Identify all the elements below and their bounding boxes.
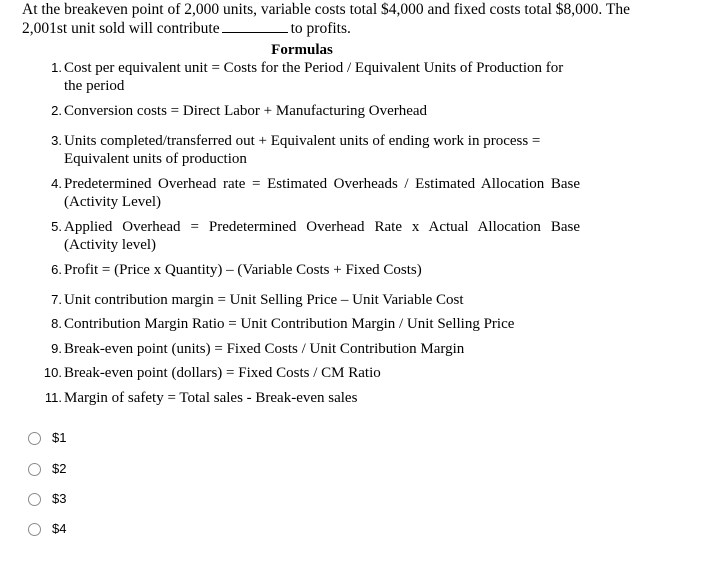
- radio-button[interactable]: [28, 493, 41, 506]
- formula-number: 4.: [51, 176, 62, 191]
- formula-text: Contribution Margin Ratio = Unit Contribution Margin / Unit Selling Price: [64, 316, 515, 332]
- radio-button[interactable]: [28, 523, 41, 536]
- formula-text: Cost per equivalent unit = Costs for the Period / Equivalent Units of Production for the period: [64, 60, 564, 94]
- formula-number: 10.: [43, 365, 62, 380]
- formula-number: 6.: [51, 262, 62, 277]
- formula-number: 8.: [51, 316, 62, 331]
- formula-number: 11.: [44, 390, 62, 405]
- radio-button[interactable]: [28, 432, 41, 445]
- formula-number: 9.: [51, 341, 62, 356]
- formula-text: Unit contribution margin = Unit Selling Price – Unit Variable Cost: [64, 292, 464, 308]
- radio-button[interactable]: [28, 463, 41, 476]
- option-label[interactable]: $3: [52, 491, 67, 506]
- formula-number: 2.: [51, 103, 62, 118]
- formula-number: 5.: [51, 219, 62, 234]
- formula-text: Predetermined Overhead rate = Estimated Overheads / Estimated Allocation Base (Activity Level): [64, 176, 580, 210]
- option-label[interactable]: $1: [52, 430, 67, 445]
- formula-text: Margin of safety = Total sales - Break-even sales: [64, 390, 358, 406]
- formula-text: Break-even point (units) = Fixed Costs / Unit Contribution Margin: [64, 341, 465, 357]
- formula-number: 7.: [51, 292, 62, 307]
- formula-text: Applied Overhead = Predetermined Overhead Rate x Actual Allocation Base (Activity level): [64, 219, 580, 253]
- formula-number: 3.: [51, 133, 62, 148]
- formulas-heading: Formulas: [271, 42, 333, 58]
- question-text-before-blank: At the breakeven point of 2,000 units, variable costs total $4,000 and fixed costs total $8,000. The 2,001st unit sold will contribute: [22, 1, 630, 37]
- question-text: [22, 1, 642, 38]
- formula-text: Units completed/transferred out + Equivalent units of ending work in process = Equivalent units of production: [64, 133, 541, 167]
- formula-text: Break-even point (dollars) = Fixed Costs / CM Ratio: [64, 365, 381, 381]
- answer-blank: [222, 19, 288, 33]
- formula-number: 1.: [51, 60, 62, 75]
- question-text-after-blank: to profits.: [290, 20, 351, 37]
- option-label[interactable]: $2: [52, 461, 67, 476]
- formula-text: Conversion costs = Direct Labor + Manufacturing Overhead: [64, 103, 428, 119]
- formula-text: Profit = (Price x Quantity) – (Variable Costs + Fixed Costs): [64, 262, 422, 278]
- option-label[interactable]: $4: [52, 521, 67, 536]
